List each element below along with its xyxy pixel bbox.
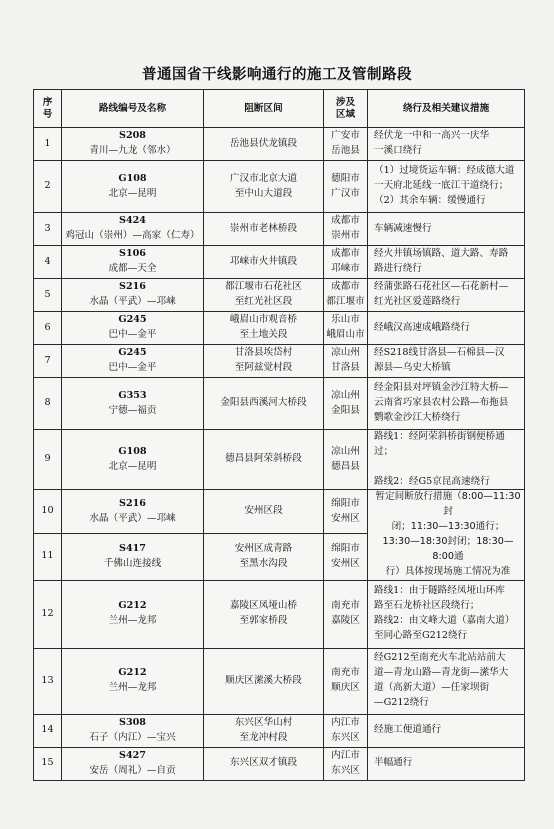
route-code: S417: [119, 542, 146, 554]
table-row: [34, 648, 525, 714]
area-line: 东兴区: [331, 764, 360, 776]
detour-merged-note: [368, 490, 525, 580]
section-cell: [204, 246, 324, 279]
route-cell: [62, 345, 204, 378]
detour-line: 至同心路至G212绕行: [374, 629, 468, 641]
section-line: 至郭家桥段: [239, 615, 288, 627]
section-cell: [204, 430, 324, 490]
row-number: 12: [34, 580, 62, 648]
route-code: S208: [119, 130, 146, 142]
detour-cell: [368, 161, 525, 213]
route-cell: [62, 714, 204, 747]
row-number: 15: [34, 747, 62, 780]
section-line: 都江堰市石花社区: [225, 281, 302, 293]
detour-line: 经蒲张路石花社区—石花新村—: [374, 281, 509, 293]
route-cell: [62, 161, 204, 213]
detour-line: 一溪口绕行: [374, 145, 422, 156]
area-line: 岳池县: [331, 145, 360, 156]
area-line: 绵阳市: [331, 542, 360, 554]
row-number: 8: [34, 378, 62, 430]
area-cell: [324, 345, 368, 378]
section-cell: [204, 490, 324, 533]
table-row: [34, 490, 525, 533]
detour-line: 路线2：经G5京昆高速绕行: [374, 475, 490, 487]
area-line: 绵阳市: [331, 497, 360, 509]
detour-line: 源县—乌史大桥镇: [374, 362, 451, 373]
area-line: 都江堰市: [326, 296, 365, 307]
area-line: 乐山市: [331, 314, 360, 326]
table-row: [34, 312, 525, 345]
detour-line: （2）其余车辆：缓慢通行: [374, 194, 486, 206]
area-line: 南充市: [331, 667, 360, 679]
route-code: G108: [118, 172, 147, 184]
detour-line: [374, 460, 520, 475]
section-cell: [204, 279, 324, 312]
section-line: 广汉市北京大道: [229, 172, 298, 184]
detour-cell: [368, 747, 525, 780]
route-name: 安岳（周礼）—自贡: [89, 764, 176, 776]
table-row: [34, 246, 525, 279]
detour-line: 车辆减速慢行: [374, 222, 432, 234]
detour-line: 半幅通行: [374, 757, 413, 769]
section-line: 甘洛县埃岱村: [234, 347, 293, 359]
route-code: G245: [118, 347, 147, 359]
area-line: 德昌县: [331, 460, 360, 472]
closure-table: [33, 89, 525, 781]
area-cell: [324, 648, 368, 714]
section-cell: [204, 312, 324, 345]
section-line: 至土地关段: [239, 329, 288, 340]
area-line: 内江市: [331, 749, 360, 761]
row-number: 1: [34, 128, 62, 161]
detour-line: —G212绕行: [374, 696, 429, 708]
detour-line: 道（高新大道）—任家坝街: [374, 682, 490, 694]
detour-line: 鹦歌金沙江大桥绕行: [374, 411, 461, 423]
area-line: 南充市: [331, 600, 360, 612]
document-title: 普通国省干线影响通行的施工及管制路段: [142, 66, 412, 83]
detour-cell: [368, 279, 525, 312]
section-line: 东兴区双才镇段: [229, 757, 298, 769]
section-cell: [204, 161, 324, 213]
area-cell: [324, 213, 368, 246]
detour-line: 经峨汉高速成峨路绕行: [374, 321, 470, 333]
route-name: 北京—昆明: [108, 460, 157, 472]
row-number: 2: [34, 161, 62, 213]
area-cell: [324, 312, 368, 345]
area-cell: [324, 279, 368, 312]
header-detour: 绕行及相关建议措施: [368, 90, 525, 128]
section-cell: [204, 345, 324, 378]
route-name: 千佛山连接线: [103, 557, 162, 569]
table-row: [34, 345, 525, 378]
detour-line: 经施工便道通行: [374, 724, 442, 736]
row-number: 7: [34, 345, 62, 378]
area-line: 嘉陵区: [331, 615, 360, 627]
section-cell: [204, 648, 324, 714]
area-line: 成都市: [331, 215, 360, 227]
route-code: G353: [118, 389, 147, 401]
detour-line: 红光社区爱莲路绕行: [374, 296, 461, 307]
row-number: 4: [34, 246, 62, 279]
section-cell: [204, 378, 324, 430]
route-code: S308: [119, 716, 146, 728]
route-name: 水晶（平武）—邛崃: [89, 512, 176, 524]
section-line: 东兴区华山村: [234, 716, 293, 728]
note-line: 闭；11:30—13:30通行；: [391, 521, 505, 533]
area-cell: [324, 490, 368, 533]
route-name: 青川—九龙（邻水）: [89, 145, 176, 156]
note-line: 暂定间断放行措施（8:00—11:30封: [375, 491, 521, 518]
route-code: G212: [118, 600, 147, 612]
route-code: G108: [118, 445, 147, 457]
section-line: 至黑水沟段: [239, 557, 288, 569]
table-row: [34, 213, 525, 246]
area-cell: [324, 128, 368, 161]
table-row: [34, 714, 525, 747]
detour-line: 经S218线甘洛县—石棉县—汉: [374, 347, 505, 359]
area-line: 甘洛县: [331, 362, 360, 373]
route-cell: [62, 580, 204, 648]
detour-line: 路线1：经阿荣斜桥街钢便桥通过；: [374, 431, 505, 457]
area-line: 凉山州: [331, 347, 360, 359]
route-name: 成都—天全: [108, 263, 157, 274]
area-line: 崇州市: [331, 230, 360, 241]
route-code: S216: [119, 281, 146, 293]
table-row: [34, 430, 525, 490]
route-cell: [62, 378, 204, 430]
route-name: 巴中—金平: [108, 362, 157, 373]
area-line: 成都市: [331, 281, 360, 293]
section-cell: [204, 213, 324, 246]
route-name: 兰州—龙邦: [108, 682, 157, 694]
section-line: 顺庆区潆溪大桥段: [225, 674, 302, 686]
header-section: 阻断区间: [204, 90, 324, 128]
route-cell: [62, 279, 204, 312]
section-line: 峨眉山市观音桥: [229, 314, 298, 326]
section-cell: [204, 714, 324, 747]
route-code: G245: [118, 314, 147, 326]
area-line: 邛崃市: [331, 263, 360, 274]
area-line: 顺庆区: [331, 682, 360, 694]
route-code: S106: [119, 248, 146, 260]
detour-line: 云南省巧家县农村公路—布拖县: [374, 397, 509, 409]
route-code: S216: [119, 497, 146, 509]
detour-line: 经金阳县对坪镇金沙江特大桥—: [374, 382, 509, 394]
section-line: 至中山大道段: [234, 187, 293, 199]
detour-cell: [368, 246, 525, 279]
section-cell: [204, 128, 324, 161]
row-number: 14: [34, 714, 62, 747]
detour-cell: [368, 345, 525, 378]
area-line: 德阳市: [331, 172, 360, 184]
route-name: 石子（内江）—宝兴: [89, 731, 176, 743]
table-row: [34, 161, 525, 213]
section-cell: [204, 747, 324, 780]
route-name: 水晶（平武）—邛崃: [89, 296, 176, 307]
header-route: 路线编号及名称: [62, 90, 204, 128]
area-cell: [324, 714, 368, 747]
row-number: 11: [34, 533, 62, 580]
area-line: 凉山州: [331, 445, 360, 457]
header-area: 涉及 区域: [324, 90, 368, 128]
detour-line: （1）过境货运车辆：经成德大道: [374, 165, 515, 177]
table-row: [34, 128, 525, 161]
route-code: S424: [119, 215, 146, 227]
area-cell: [324, 580, 368, 648]
route-name: 鸡冠山（崇州）—高家（仁寿）: [65, 230, 200, 241]
row-number: 3: [34, 213, 62, 246]
route-cell: [62, 490, 204, 533]
route-cell: [62, 648, 204, 714]
row-number: 10: [34, 490, 62, 533]
section-cell: [204, 580, 324, 648]
section-line: 至龙冲村段: [239, 731, 288, 743]
section-line: 邛崃市火井镇段: [229, 255, 298, 267]
detour-cell: [368, 430, 525, 490]
area-cell: [324, 747, 368, 780]
route-name: 宁德—福贡: [108, 404, 157, 416]
area-line: 峨眉山市: [326, 329, 365, 340]
area-line: 广安市: [331, 130, 360, 142]
detour-line: 经火井镇场镇路、道大路、寿路: [374, 248, 509, 260]
section-line: 岳池县伏龙镇段: [229, 137, 298, 149]
area-line: 金阳县: [331, 404, 360, 416]
area-line: 凉山州: [331, 389, 360, 401]
detour-cell: [368, 128, 525, 161]
section-line: 嘉陵区凤垭山桥: [229, 600, 298, 612]
detour-cell: [368, 213, 525, 246]
area-cell: [324, 161, 368, 213]
area-line: 安州区: [331, 557, 360, 569]
area-line: 安州区: [331, 512, 360, 524]
table-row: [34, 580, 525, 648]
detour-cell: [368, 648, 525, 714]
area-line: 东兴区: [331, 731, 360, 743]
section-line: 安州区段: [244, 505, 283, 517]
route-cell: [62, 128, 204, 161]
route-cell: [62, 533, 204, 580]
route-cell: [62, 430, 204, 490]
section-cell: [204, 533, 324, 580]
section-line: 崇州市老林桥段: [229, 222, 298, 234]
table-row: [34, 378, 525, 430]
detour-cell: [368, 714, 525, 747]
area-cell: [324, 246, 368, 279]
detour-line: 路进行绕行: [374, 263, 422, 274]
note-line: 13:30—18:30封闭；18:30—8:00通: [382, 536, 514, 562]
route-name: 兰州—龙邦: [108, 615, 157, 627]
area-cell: [324, 533, 368, 580]
area-cell: [324, 378, 368, 430]
route-name: 巴中—金平: [108, 329, 157, 340]
route-cell: [62, 213, 204, 246]
detour-line: 路至石龙桥社区段绕行；: [374, 600, 480, 612]
detour-line: 一天府北延线一底江干道绕行；: [374, 180, 509, 192]
detour-cell: [368, 580, 525, 648]
section-line: 至红光社区段: [234, 296, 293, 307]
area-line: 成都市: [331, 248, 360, 260]
section-line: 德昌县阿荣斜桥段: [225, 453, 302, 465]
table-row: [34, 279, 525, 312]
table-header-row: [34, 90, 525, 128]
detour-line: 路线2：由文峰大道（嘉南大道）: [374, 615, 515, 627]
area-cell: [324, 430, 368, 490]
area-line: 广汉市: [331, 187, 360, 199]
detour-line: 经G212至南充火车北站站前大: [374, 652, 506, 664]
section-line: 金阳县西溪河大桥段: [220, 397, 307, 409]
row-number: 13: [34, 648, 62, 714]
detour-line: 道—青龙山路—青龙街—潆华大: [374, 667, 509, 679]
route-cell: [62, 246, 204, 279]
detour-cell: [368, 312, 525, 345]
note-line: 行）具体按现场施工情况为准: [385, 565, 511, 577]
route-cell: [62, 747, 204, 780]
row-number: 6: [34, 312, 62, 345]
route-code: G212: [118, 667, 147, 679]
route-code: S427: [119, 749, 146, 761]
section-line: 安州区成青路: [234, 542, 293, 554]
row-number: 5: [34, 279, 62, 312]
detour-cell: [368, 378, 525, 430]
detour-line: 路线1：由于隧路经凤垭山环库: [374, 585, 505, 597]
section-line: 至阿兹觉村段: [234, 362, 293, 373]
header-no: 序 号: [34, 90, 62, 128]
area-line: 内江市: [331, 716, 360, 728]
row-number: 9: [34, 430, 62, 490]
table-row: [34, 747, 525, 780]
route-name: 北京—昆明: [108, 187, 157, 199]
detour-line: 经伏龙一中和一高兴一庆华: [374, 130, 490, 142]
route-cell: [62, 312, 204, 345]
